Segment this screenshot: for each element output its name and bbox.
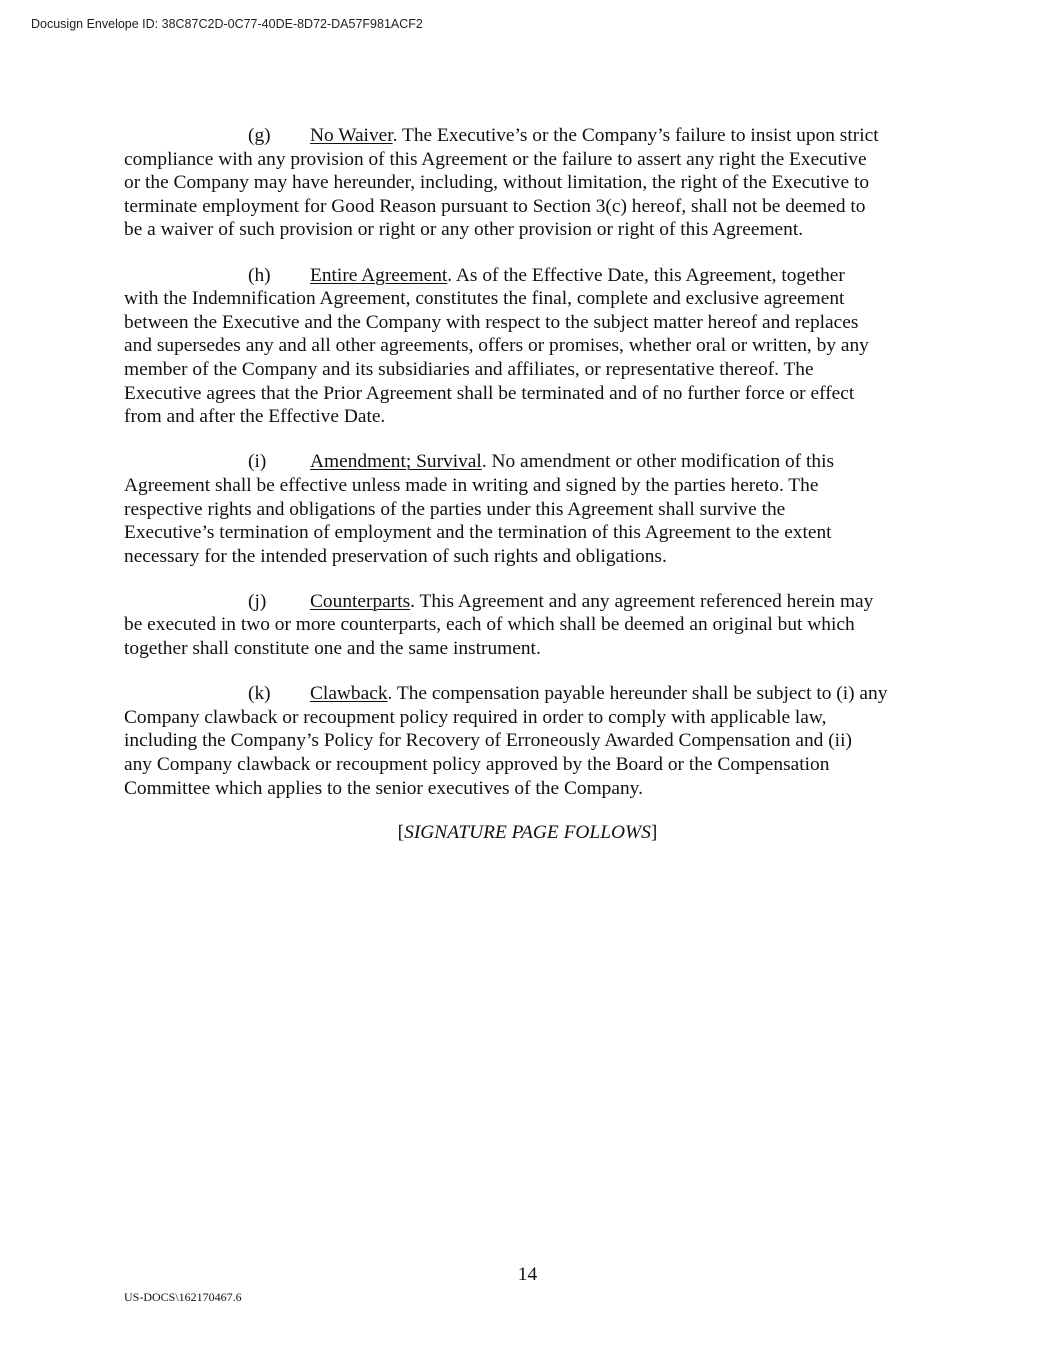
section-h: [124, 264, 934, 429]
page-number: 14: [517, 1264, 538, 1285]
section-text-line: Executive agrees that the Prior Agreement shall be terminated and of no further force or effect: [124, 382, 855, 404]
section-text-line: with the Indemnification Agreement, constitutes the final, complete and exclusive agreement: [124, 288, 845, 310]
section-i: [124, 450, 934, 568]
section-heading: Entire Agreement: [310, 264, 448, 286]
section-number: (h): [248, 264, 271, 286]
bracket-close: ]: [650, 822, 658, 843]
section-heading: Amendment; Survival: [310, 451, 482, 473]
section-first-line: [124, 124, 934, 148]
section-j: [124, 590, 934, 661]
section-number: (g): [248, 125, 271, 146]
section-text-line: terminate employment for Good Reason pursuant to Section 3(c) hereof, shall not be deemed to: [124, 195, 866, 217]
section-first-line: [124, 682, 934, 706]
bracket-open: [: [397, 822, 405, 843]
section-number: (i): [248, 451, 267, 473]
section-text-line: be executed in two or more counterparts, each of which shall be deemed an original but which: [124, 614, 855, 636]
section-text-line: respective rights and obligations of the parties under this Agreement shall survive the: [124, 498, 786, 520]
section-heading: No Waiver: [310, 125, 393, 146]
section-text-line: from and after the Effective Date.: [124, 406, 386, 428]
section-text-line: and supersedes any and all other agreements, offers or promises, whether oral or written, by any: [124, 335, 869, 357]
section-text-line: including the Company’s Policy for Recovery of Erroneously Awarded Compensation and (ii): [124, 730, 852, 752]
section-text-line: together shall constitute one and the same instrument.: [124, 638, 541, 660]
section-text-line: member of the Company and its subsidiaries and affiliates, or representative thereof. The: [124, 358, 814, 380]
section-text-line: . This Agreement and any agreement referenced herein may: [410, 590, 874, 612]
section-text-line: Agreement shall be effective unless made in writing and signed by the parties hereto. The: [124, 474, 819, 496]
section-first-line: [124, 450, 934, 474]
section-first-line: [124, 590, 934, 614]
section-number: (j): [248, 590, 267, 612]
document-body: [124, 124, 934, 822]
section-text-line: or the Company may have hereunder, including, without limitation, the right of the Executive to: [124, 172, 870, 194]
section-text-line: any Company clawback or recoupment policy approved by the Board or the Compensation: [124, 754, 830, 776]
section-heading: Counterparts: [310, 590, 411, 612]
envelope-id-header: Docusign Envelope ID: 38C87C2D-0C77-40DE-8D72-DA57F981ACF2: [31, 17, 423, 31]
section-text-line: Company clawback or recoupment policy required in order to comply with applicable law,: [124, 706, 827, 728]
section-text-line: compliance with any provision of this Agreement or the failure to assert any right the Executive: [124, 148, 867, 170]
section-first-line: [124, 264, 934, 288]
section-g: [124, 124, 934, 242]
section-number: (k): [248, 683, 271, 705]
section-text-line: Executive’s termination of employment and the termination of this Agreement to the extent: [124, 522, 832, 544]
section-text-line: necessary for the intended preservation of such rights and obligations.: [124, 545, 667, 567]
section-heading: Clawback: [310, 683, 388, 705]
section-text-line: between the Executive and the Company with respect to the subject matter hereof and replaces: [124, 311, 859, 333]
section-k: [124, 682, 934, 800]
section-text-line: . No amendment or other modification of this: [481, 451, 834, 473]
signature-page-note: [0, 822, 1055, 844]
document-id-footer: US-DOCS\162170467.6: [124, 1290, 242, 1304]
section-text-line: be a waiver of such provision or right or any other provision or right of this Agreement.: [124, 219, 804, 241]
section-text-line: . As of the Effective Date, this Agreement, together: [447, 264, 845, 286]
section-text-line: . The compensation payable hereunder shall be subject to (i) any: [387, 683, 888, 705]
section-text-line: . The Executive’s or the Company’s failure to insist upon strict: [392, 125, 879, 146]
signature-page-text: SIGNATURE PAGE FOLLOWS: [404, 822, 651, 843]
section-text-line: Committee which applies to the senior executives of the Company.: [124, 777, 643, 799]
